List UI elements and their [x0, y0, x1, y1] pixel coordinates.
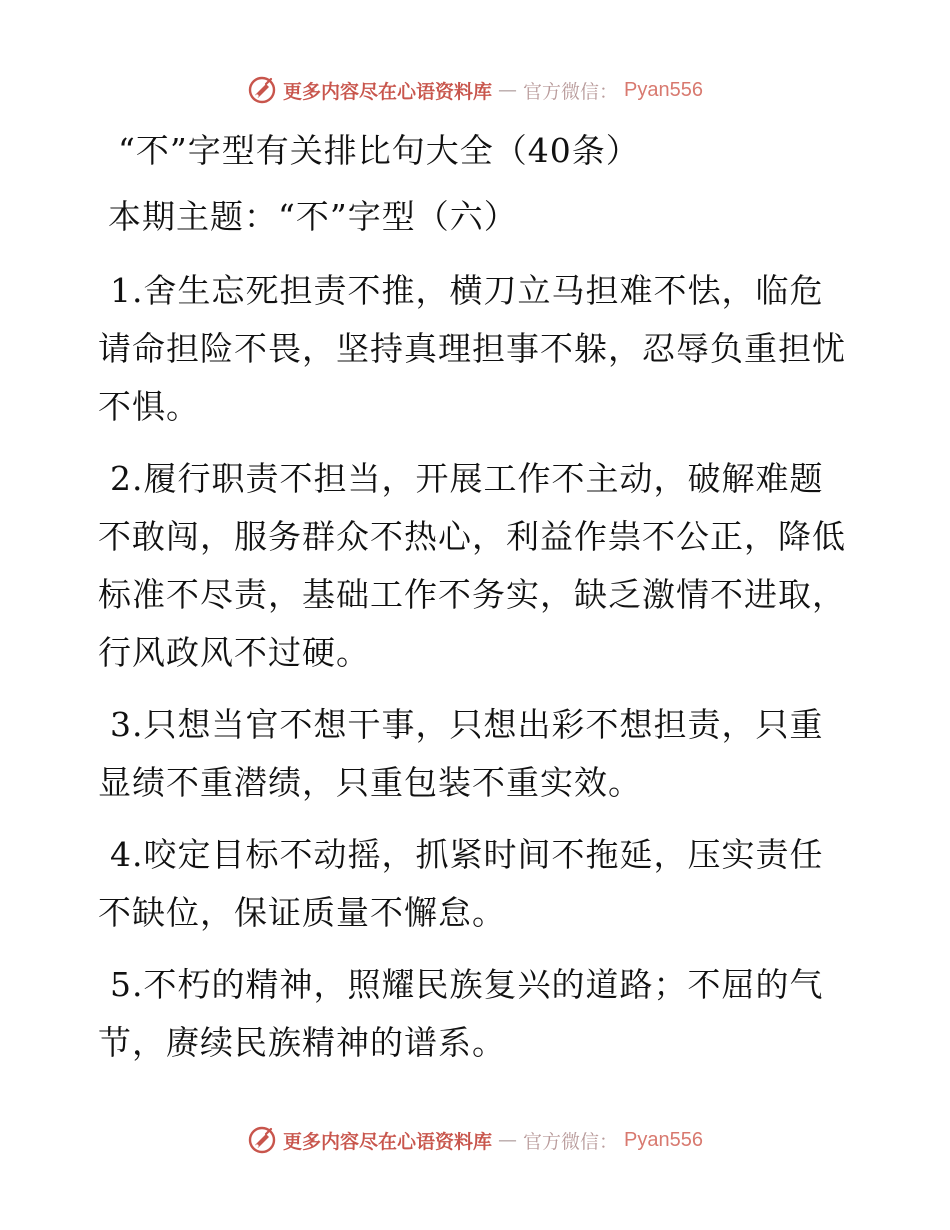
watermark-wechat-id: Pyan556	[624, 78, 703, 101]
document-title: “不”字型有关排比句大全（40条）	[118, 131, 640, 170]
watermark-wechat-label: 官方微信：	[523, 80, 619, 103]
watermark-main-text: 更多内容尽在心语资料库	[283, 80, 493, 103]
watermark-footer	[0, 1122, 950, 1158]
paragraph-line: 4.咬定目标不动摇，抓紧时间不拖延，压实责任	[110, 835, 824, 874]
pen-seal-icon	[247, 1125, 277, 1155]
watermark-dash: —	[498, 1129, 518, 1151]
watermark-wechat-id: Pyan556	[624, 1128, 703, 1151]
paragraph-line: 1.舍生忘死担责不推，横刀立马担难不怯，临危	[110, 271, 824, 310]
watermark-main-text: 更多内容尽在心语资料库	[283, 1130, 493, 1153]
paragraph-line: 3.只想当官不想干事，只想出彩不想担责，只重	[110, 705, 824, 744]
paragraph-line: 不缺位，保证质量不懈怠。	[98, 893, 506, 932]
pen-seal-icon	[247, 75, 277, 105]
paragraph-line: 5.不朽的精神，照耀民族复兴的道路；不屈的气	[110, 965, 824, 1004]
paragraph-1	[98, 262, 858, 436]
paragraph-4	[98, 826, 858, 942]
paragraph-2	[98, 450, 858, 682]
watermark-dash: —	[498, 79, 518, 101]
paragraph-5	[98, 956, 858, 1072]
paragraph-3	[98, 696, 858, 812]
watermark-wechat-label: 官方微信：	[523, 1130, 619, 1153]
document-subtitle: 本期主题：“不”字型（六）	[108, 197, 518, 236]
watermark-header	[0, 72, 950, 108]
paragraph-line: 不敢闯，服务群众不热心，利益作祟不公正，降低	[98, 517, 846, 556]
paragraph-line: 不惧。	[98, 387, 200, 426]
paragraph-line: 标准不尽责，基础工作不务实，缺乏激情不进取，	[98, 575, 846, 614]
paragraph-line: 节，赓续民族精神的谱系。	[98, 1023, 506, 1062]
paragraph-line: 显绩不重潜绩，只重包装不重实效。	[98, 763, 642, 802]
document-body	[98, 122, 858, 1086]
paragraph-line: 行风政风不过硬。	[98, 633, 370, 672]
paragraph-line: 请命担险不畏，坚持真理担事不躲，忍辱负重担忧	[98, 329, 846, 368]
paragraph-line: 2.履行职责不担当，开展工作不主动，破解难题	[110, 459, 824, 498]
